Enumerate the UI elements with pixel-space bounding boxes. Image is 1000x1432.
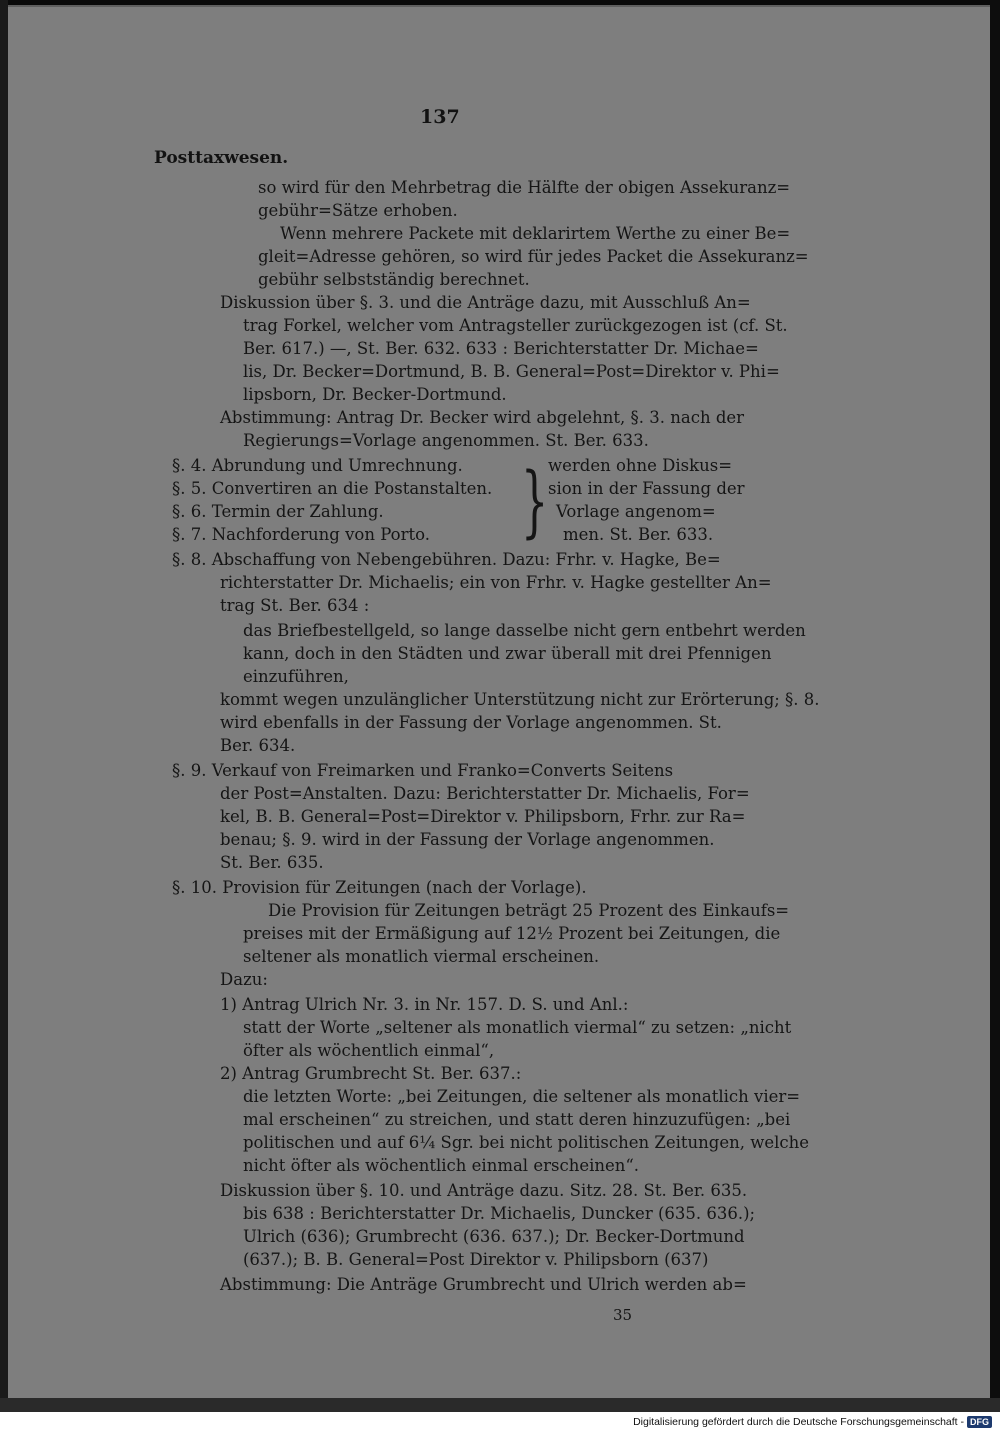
text-line: 2) Antrag Grumbrecht St. Ber. 637.: (220, 1064, 522, 1083)
footer-text: Digitalisierung gefördert durch die Deutsche Forschungsgemeinschaft - (633, 1416, 964, 1428)
text-line: 1) Antrag Ulrich Nr. 3. in Nr. 157. D. S. und Anl.: (220, 995, 629, 1014)
text-line: Wenn mehrere Packete mit deklarirtem Werthe zu einer Be= (280, 224, 791, 243)
text-line: Ulrich (636); Grumbrecht (636. 637.); Dr. Becker-Dortmund (243, 1227, 745, 1246)
curly-brace: } (521, 457, 549, 547)
text-line: men. St. Ber. 633. (563, 525, 714, 544)
text-line: kann, doch in den Städten und zwar überall mit drei Pfennigen (243, 644, 772, 663)
text-line: Abstimmung: Die Anträge Grumbrecht und Ulrich werden ab= (220, 1275, 747, 1294)
scan-border-right (990, 0, 1000, 1412)
text-line: öfter als wöchentlich einmal“, (243, 1041, 495, 1060)
text-line: politischen und auf 6¼ Sgr. bei nicht politischen Zeitungen, welche (243, 1133, 810, 1152)
text-line: gleit=Adresse gehören, so wird für jedes Packet die Assekuranz= (258, 247, 809, 266)
text-line: einzuführen, (243, 667, 349, 686)
text-line: Ber. 634. (220, 736, 296, 755)
text-line: so wird für den Mehrbetrag die Hälfte der obigen Assekuranz= (258, 178, 791, 197)
text-line: das Briefbestellgeld, so lange dasselbe nicht gern entbehrt werden (243, 621, 806, 640)
text-line: die letzten Worte: „bei Zeitungen, die seltener als monatlich vier= (243, 1087, 801, 1106)
text-line: trag St. Ber. 634 : (220, 596, 370, 615)
text-line: bis 638 : Berichterstatter Dr. Michaelis, Duncker (635. 636.); (243, 1204, 756, 1223)
text-line: gebühr=Sätze erhoben. (258, 201, 458, 220)
text-line: Ber. 617.) —, St. Ber. 632. 633 : Berichterstatter Dr. Michae= (243, 339, 759, 358)
text-line: Vorlage angenom= (556, 502, 716, 521)
text-line: §. 7. Nachforderung von Porto. (172, 525, 430, 544)
text-line: (637.); B. B. General=Post Direktor v. Philipsborn (637) (243, 1250, 709, 1269)
text-line: preises mit der Ermäßigung auf 12½ Prozent bei Zeitungen, die (243, 924, 781, 943)
text-line: benau; §. 9. wird in der Fassung der Vorlage angenommen. (220, 830, 715, 849)
text-line: lipsborn, Dr. Becker-Dortmund. (243, 385, 507, 404)
text-line: §. 6. Termin der Zahlung. (172, 502, 384, 521)
text-line: mal erscheinen“ zu streichen, und statt deren hinzuzufügen: „bei (243, 1110, 791, 1129)
text-line: Diskussion über §. 10. und Anträge dazu. Sitz. 28. St. Ber. 635. (220, 1181, 748, 1200)
text-line: statt der Worte „seltener als monatlich viermal“ zu setzen: „nicht (243, 1018, 792, 1037)
text-line: gebühr selbstständig berechnet. (258, 270, 530, 289)
text-line: §. 10. Provision für Zeitungen (nach der Vorlage). (172, 878, 587, 897)
text-line: trag Forkel, welcher vom Antragsteller zurückgezogen ist (cf. St. (243, 316, 788, 335)
text-line: sion in der Fassung der (548, 479, 745, 498)
scan-border-bottom (0, 1398, 1000, 1412)
text-line: kel, B. B. General=Post=Direktor v. Philipsborn, Frhr. zur Ra= (220, 807, 746, 826)
text-line: richterstatter Dr. Michaelis; ein von Frhr. v. Hagke gestellter An= (220, 573, 772, 592)
scan-border-left (0, 0, 8, 1412)
text-line: nicht öfter als wöchentlich einmal erscheinen“. (243, 1156, 640, 1175)
text-line: §. 4. Abrundung und Umrechnung. (172, 456, 463, 475)
text-line: der Post=Anstalten. Dazu: Berichterstatter Dr. Michaelis, For= (220, 784, 750, 803)
text-line: Abstimmung: Antrag Dr. Becker wird abgelehnt, §. 3. nach der (220, 408, 745, 427)
text-line: seltener als monatlich viermal erscheinen. (243, 947, 600, 966)
page-number: 137 (420, 106, 460, 128)
scan-border-line (0, 5, 1000, 7)
text-line: kommt wegen unzulänglicher Unterstützung nicht zur Erörterung; §. 8. (220, 690, 820, 709)
footer-credit (633, 1416, 992, 1428)
dfg-logo-icon: DFG (967, 1416, 992, 1428)
signature-mark: 35 (613, 1306, 633, 1324)
text-line: Regierungs=Vorlage angenommen. St. Ber. 633. (243, 431, 649, 450)
text-line: Die Provision für Zeitungen beträgt 25 Prozent des Einkaufs= (268, 901, 790, 920)
text-line: §. 9. Verkauf von Freimarken und Franko=Converts Seitens (172, 761, 674, 780)
text-line: §. 5. Convertiren an die Postanstalten. (172, 479, 493, 498)
text-line: St. Ber. 635. (220, 853, 324, 872)
text-line: werden ohne Diskus= (548, 456, 733, 475)
running-header: Posttaxwesen. (154, 148, 289, 168)
text-line: Diskussion über §. 3. und die Anträge dazu, mit Ausschluß An= (220, 293, 751, 312)
text-line: §. 8. Abschaffung von Nebengebühren. Dazu: Frhr. v. Hagke, Be= (172, 550, 721, 569)
text-line: lis, Dr. Becker=Dortmund, B. B. General=Post=Direktor v. Phi= (243, 362, 780, 381)
text-line: wird ebenfalls in der Fassung der Vorlage angenommen. St. (220, 713, 722, 732)
text-line: Dazu: (220, 970, 268, 989)
